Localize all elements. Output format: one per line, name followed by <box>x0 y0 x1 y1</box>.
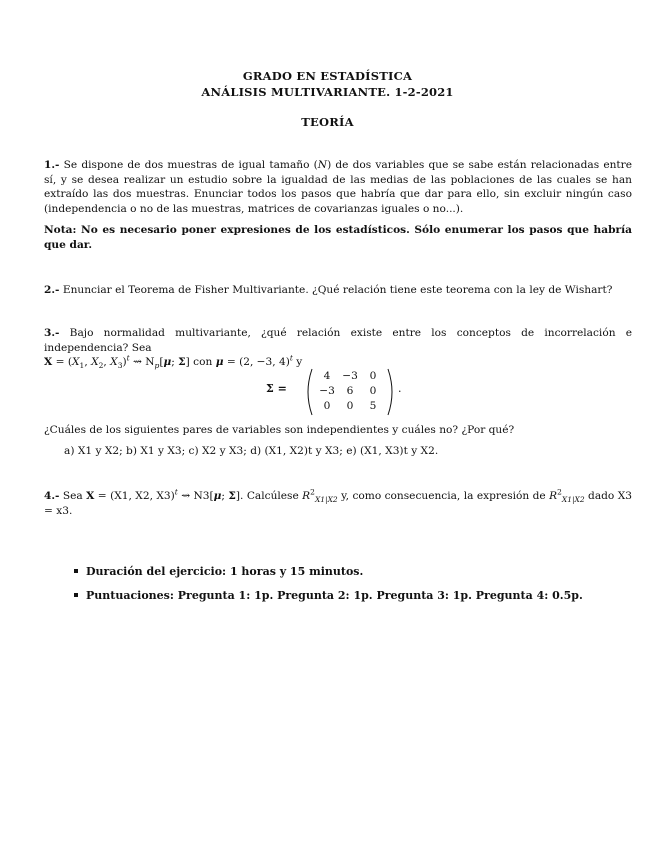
q3-options: a) X1 y X2; b) X1 y X3; c) X2 y X3; d) (X1, X2)t y X3; e) (X1, X3)t y X2. <box>64 445 439 457</box>
q3-c1: , <box>84 356 92 368</box>
q3-mu-value: = (2, −3, 4) <box>223 356 290 368</box>
scores-item <box>74 589 634 602</box>
q2-number: 2.- <box>44 284 60 296</box>
sigma-matrix-row <box>0 368 655 416</box>
q3-number: 3.- <box>44 327 60 339</box>
q3-c2: , <box>103 356 111 368</box>
q3-y: y <box>292 356 303 368</box>
q3-transpose: t <box>126 353 130 363</box>
q3-question: ¿Cuáles de los siguientes pares de variables son independientes y cuáles no? ¿Por qué? <box>44 424 515 436</box>
q3-x1: X <box>71 356 80 368</box>
q3-x3: X <box>110 356 118 368</box>
matrix-cell-12: −3 <box>342 370 358 382</box>
matrix-cell-11: 4 <box>323 370 331 382</box>
q3-mu2: μ <box>215 356 224 368</box>
matrix-cell-23: 0 <box>369 385 377 397</box>
q1-n-symbol: N <box>317 159 328 171</box>
q4-dado: dado X3 = x3. <box>44 490 632 517</box>
q4-X-vector: X <box>86 490 95 502</box>
q3-rb: ] <box>185 356 190 368</box>
q3-mu: μ <box>163 356 172 368</box>
q1-number: 1.- <box>44 159 60 171</box>
scores-text: Puntuaciones: Pregunta 1: 1p. Pregunta 2: 1p. Pregunta 3: 1p. Pregunta 4: 0.5p. <box>86 589 583 602</box>
matrix-period: . <box>398 382 402 395</box>
sigma-matrix <box>304 368 396 416</box>
q4-mid: y, como consecuencia, la expresión de <box>337 490 550 502</box>
q3-transpose2: t <box>289 353 293 363</box>
question-1 <box>44 158 632 216</box>
matrix-cell-33: 5 <box>369 400 377 412</box>
q3-lb: [ <box>159 356 164 368</box>
q3-p: p <box>154 361 160 371</box>
section-title: TEORÍA <box>301 115 354 129</box>
matrix-cell-22: 6 <box>346 385 354 397</box>
q3-text-a: Bajo normalidad multivariante, ¿qué relación existe entre los conceptos de incorrelación e independencia? Sea <box>44 327 632 354</box>
q4-R: R <box>302 490 311 502</box>
q3-eq: = ( <box>52 356 72 368</box>
sigma-label: Σ = <box>266 382 287 395</box>
q3-x2: X <box>91 356 99 368</box>
q4-semi: ; <box>221 490 229 502</box>
q1-note: Nota: No es necesario poner expresiones de los estadísticos. Sólo enumerar los pasos que habría que dar. <box>44 224 632 251</box>
question-4 <box>44 489 632 518</box>
question-2 <box>44 283 632 298</box>
question-3 <box>44 326 632 370</box>
matrix-cell-13: 0 <box>369 370 377 382</box>
matrix-cell-21: −3 <box>319 385 335 397</box>
q4-sea: Sea <box>59 490 87 502</box>
q3-s3: 3 <box>117 361 123 371</box>
q4-transpose: t <box>174 487 178 497</box>
matrix-cell-31: 0 <box>323 400 331 412</box>
bullet-icon <box>74 569 78 573</box>
q4-vector: = (X1, X2, X3) <box>94 490 175 502</box>
bullet-icon <box>74 593 78 597</box>
q3-semi: ; <box>171 356 179 368</box>
q3-sigma: Σ <box>178 356 186 368</box>
q3-s2: 2 <box>98 361 104 371</box>
q1-text-b: ) de dos variables que se sabe están relacionadas entre sí, y se desea realizar un estudio sobre la igualdad de las medias de las poblaciones de las cuales se han extraído las dos muestras. Enunciar todos los pasos que habría que dar para ello, sin excluir ningún caso (independencia o no de las muestras, matrices de covarianzas iguales o no...). <box>44 159 632 215</box>
q4-R2: R <box>549 490 558 502</box>
degree-title: GRADO EN ESTADÍSTICA <box>242 69 413 83</box>
q3-close: ) <box>122 356 127 368</box>
q3-X-vector: X <box>44 356 53 368</box>
course-title: ANÁLISIS MULTIVARIANTE. 1-2-2021 <box>201 85 454 99</box>
q3-dist: ⇝ N <box>129 356 155 368</box>
q3-con: con <box>189 356 216 368</box>
q4-sigma: Σ <box>228 490 236 502</box>
q4-R-sub: X1|X2 <box>314 495 338 505</box>
q2-text: Enunciar el Teorema de Fisher Multivariante. ¿Qué relación tiene este teorema con la ley de Wishart? <box>59 284 613 296</box>
q4-R-sup: 2 <box>310 487 315 497</box>
q4-calc: ]. Calcúlese <box>235 490 303 502</box>
q4-R2-sub: X1|X2 <box>561 495 585 505</box>
q4-mu: μ <box>213 490 222 502</box>
q4-dist: ⇝ N3[ <box>177 490 214 502</box>
duration-text: Duración del ejercicio: 1 horas y 15 minutos. <box>86 565 364 578</box>
matrix-cell-32: 0 <box>346 400 354 412</box>
q1-text-a: Se dispone de dos muestras de igual tamaño ( <box>59 159 318 171</box>
duration-item <box>74 565 634 578</box>
q3-s1: 1 <box>79 361 85 371</box>
q4-R2-sup: 2 <box>557 487 562 497</box>
q4-number: 4.- <box>44 490 60 502</box>
